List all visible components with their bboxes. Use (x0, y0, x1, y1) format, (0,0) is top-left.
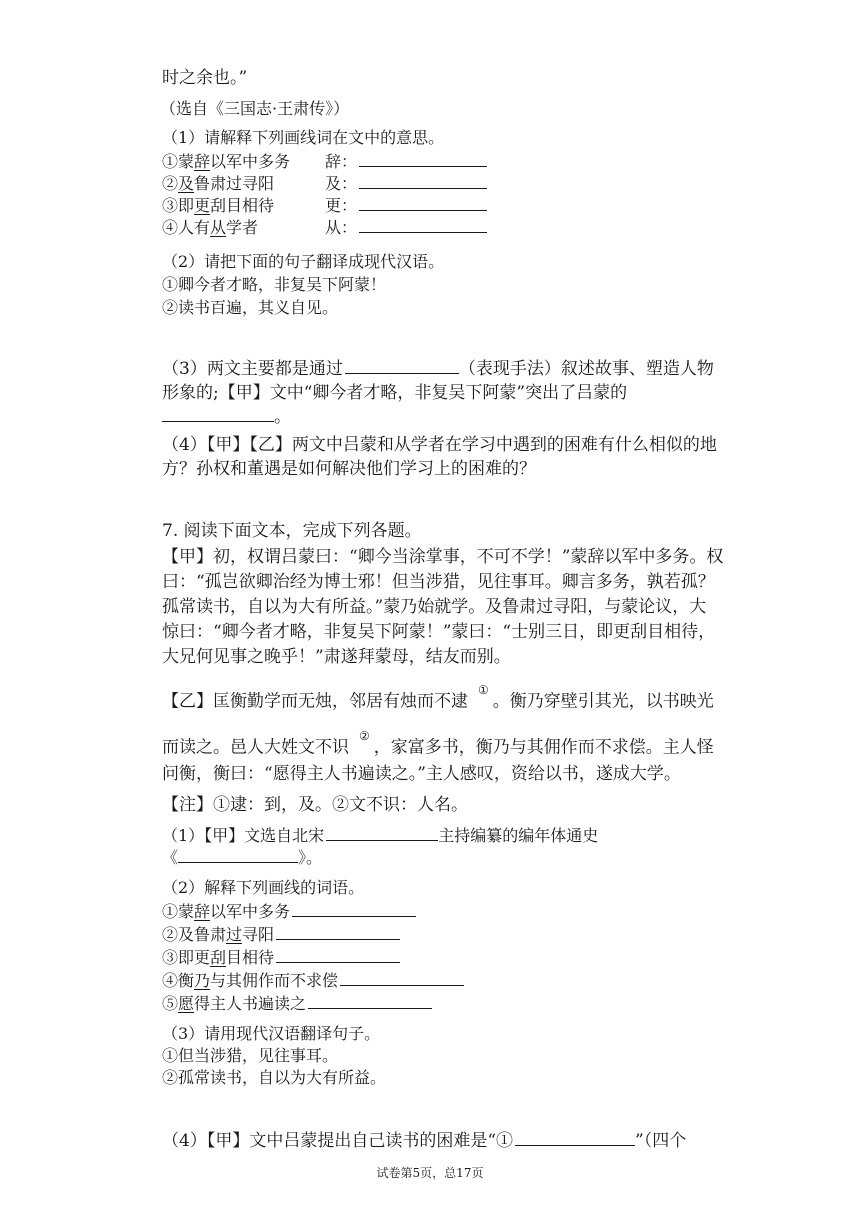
underlined-word: 从 (210, 218, 227, 237)
q1-item (162, 217, 487, 239)
q1-item (162, 151, 487, 173)
q7-jia-line-5: 大兄何见事之晚乎！”肃遂拜蒙母，结友而别。 (162, 647, 511, 667)
q1-items (162, 151, 487, 239)
sub1-text-c: 《 (162, 848, 179, 867)
answer-blank[interactable] (276, 925, 400, 940)
answer-blank[interactable] (340, 971, 464, 986)
q3-blank-trait[interactable] (162, 407, 274, 422)
q1-item-label: 辞： (325, 152, 358, 171)
underlined-word: 过 (226, 925, 243, 944)
q3-text-a: （3）两文主要都是通过 (162, 359, 343, 379)
q3-blank-technique[interactable] (345, 359, 459, 374)
q7-jia-line-3: 孤常读书，自以为大有所益。”蒙乃始就学。及鲁肃过寻阳，与蒙论议，大 (162, 597, 707, 617)
sub4-text-a: （4）【甲】文中吕蒙提出自己读书的困难是“① (162, 1131, 514, 1151)
answer-blank[interactable] (359, 174, 487, 189)
q1-item-label: 从： (325, 218, 358, 237)
q7-sub3-prompt: （3）请用现代汉语翻译句子。 (162, 1024, 381, 1043)
sub2-item: ⑤愿得主人书遍读之 (162, 992, 464, 1015)
q2-prompt: （2）请把下面的句子翻译成现代汉语。 (162, 252, 445, 271)
underlined-word: 辞 (194, 902, 211, 921)
q7-jia-line-1: 【甲】初，权谓吕蒙曰：“卿今当涂掌事，不可不学！”蒙辞以军中多务。权 (162, 547, 724, 567)
q1-item (162, 195, 487, 217)
footnote-mark-2: ② (359, 729, 370, 743)
q3-line-3 (162, 406, 291, 428)
q7-title: 7. 阅读下面文本，完成下列各题。 (162, 521, 422, 541)
answer-blank[interactable] (308, 994, 432, 1009)
q7-yi-line-3: 问衡，衡曰：“愿得主人书遍读之。”主人感叹，资给以书，遂成大学。 (162, 764, 681, 784)
q2-item-2: ②读书百遍，其义自见。 (162, 298, 339, 317)
q7-sub1-line-2 (162, 848, 322, 868)
underlined-word: 辞 (194, 152, 211, 171)
q7-sub2-items (162, 900, 464, 1015)
q7-note: 【注】①逮：到，及。②文不识：人名。 (162, 795, 468, 815)
q7-sub2-prompt: （2）解释下列画线的词语。 (162, 878, 365, 897)
q7-jia-line-4: 惊曰：“卿今者才略，非复吴下阿蒙！”蒙曰：“士别三日，即更刮目相待， (162, 622, 716, 642)
underlined-word: 及 (178, 174, 195, 193)
q3-line-2: 形象的;【甲】文中“卿今者才略，非复吴下阿蒙”突出了吕蒙的 (162, 383, 628, 403)
sub4-blank-1[interactable] (515, 1131, 635, 1146)
q1-item (162, 173, 487, 195)
sub2-item: ②及鲁肃过寻阳 (162, 923, 464, 946)
q1-item-label: 及： (325, 174, 358, 193)
yi-text-1a: 【乙】匡衡勤学而无烛，邻居有烛而不逮 (162, 691, 468, 712)
q3-line-1 (162, 358, 714, 380)
underlined-word: 乃 (194, 971, 211, 990)
q1-prompt: （1）请解释下列画线词在文中的意思。 (162, 128, 445, 147)
q7-sub3-item-1: ①但当涉猎，见往事耳。 (162, 1046, 339, 1065)
answer-blank[interactable] (292, 902, 416, 917)
q7-sub3-item-2: ②孤常读书，自以为大有所益。 (162, 1068, 387, 1087)
q7-yi-line-1 (162, 685, 714, 713)
answer-blank[interactable] (359, 152, 487, 167)
yi-text-2b: ，家富多书，衡乃与其佣作而不求偿。主人怪 (373, 737, 714, 758)
sub1-blank-book[interactable] (178, 848, 298, 863)
page-footer: 试卷第5页，总17页 (376, 1166, 484, 1180)
q7-yi-line-2 (162, 731, 714, 759)
sub1-text-b: 主持编纂的编年体通史 (438, 826, 599, 845)
answer-blank[interactable] (359, 196, 487, 211)
underlined-word: 愿 (178, 994, 195, 1013)
q1-item-sentence: ①蒙辞以军中多务 (162, 152, 291, 171)
footnote-mark-1: ① (478, 683, 489, 697)
underlined-word: 更 (194, 196, 211, 215)
sub2-item: ④衡乃与其佣作而不求偿 (162, 969, 464, 992)
q1-item-sentence: ②及鲁肃过寻阳 (162, 174, 275, 193)
q4-line-1: （4）【甲】【乙】两文中吕蒙和从学者在学习中遇到的困难有什么相似的地 (162, 435, 717, 455)
underlined-word: 刮 (210, 948, 227, 967)
yi-text-2a: 而读之。邑人大姓文不识 (162, 737, 349, 758)
q1-item-label: 更： (325, 196, 358, 215)
q2-item-1: ①卿今者才略，非复吴下阿蒙！ (162, 275, 387, 294)
q3-period: 。 (274, 407, 291, 427)
sub1-text-a: （1）【甲】文选自北宋 (162, 826, 325, 845)
passage-tail: 时之余也。” (162, 68, 248, 88)
source-citation: （选自《三国志·王肃传》） (160, 99, 350, 118)
q7-sub4-line (162, 1130, 686, 1152)
q1-item-sentence: ③即更刮目相待 (162, 196, 275, 215)
q1-item-sentence: ④人有从学者 (162, 218, 259, 237)
sub4-text-b: ”（四个 (635, 1131, 687, 1151)
q7-sub1-line-1 (162, 826, 598, 846)
yi-text-1b: 。衡乃穿壁引其光，以书映光 (492, 691, 714, 712)
answer-blank[interactable] (276, 948, 400, 963)
answer-blank[interactable] (359, 218, 487, 233)
sub1-text-d: 》。 (298, 848, 323, 867)
sub1-blank-author[interactable] (326, 826, 438, 841)
sub2-item: ①蒙辞以军中多务 (162, 900, 464, 923)
q7-jia-line-2: 曰：“孤岂欲卿治经为博士邪！但当涉猎，见往事耳。卿言多务，孰若孤？ (162, 572, 715, 592)
sub2-item: ③即更刮目相待 (162, 946, 464, 969)
q4-line-2: 方？孙权和董遇是如何解决他们学习上的困难的？ (162, 459, 536, 479)
q3-text-b: （表现手法）叙述故事、塑造人物 (458, 359, 714, 379)
